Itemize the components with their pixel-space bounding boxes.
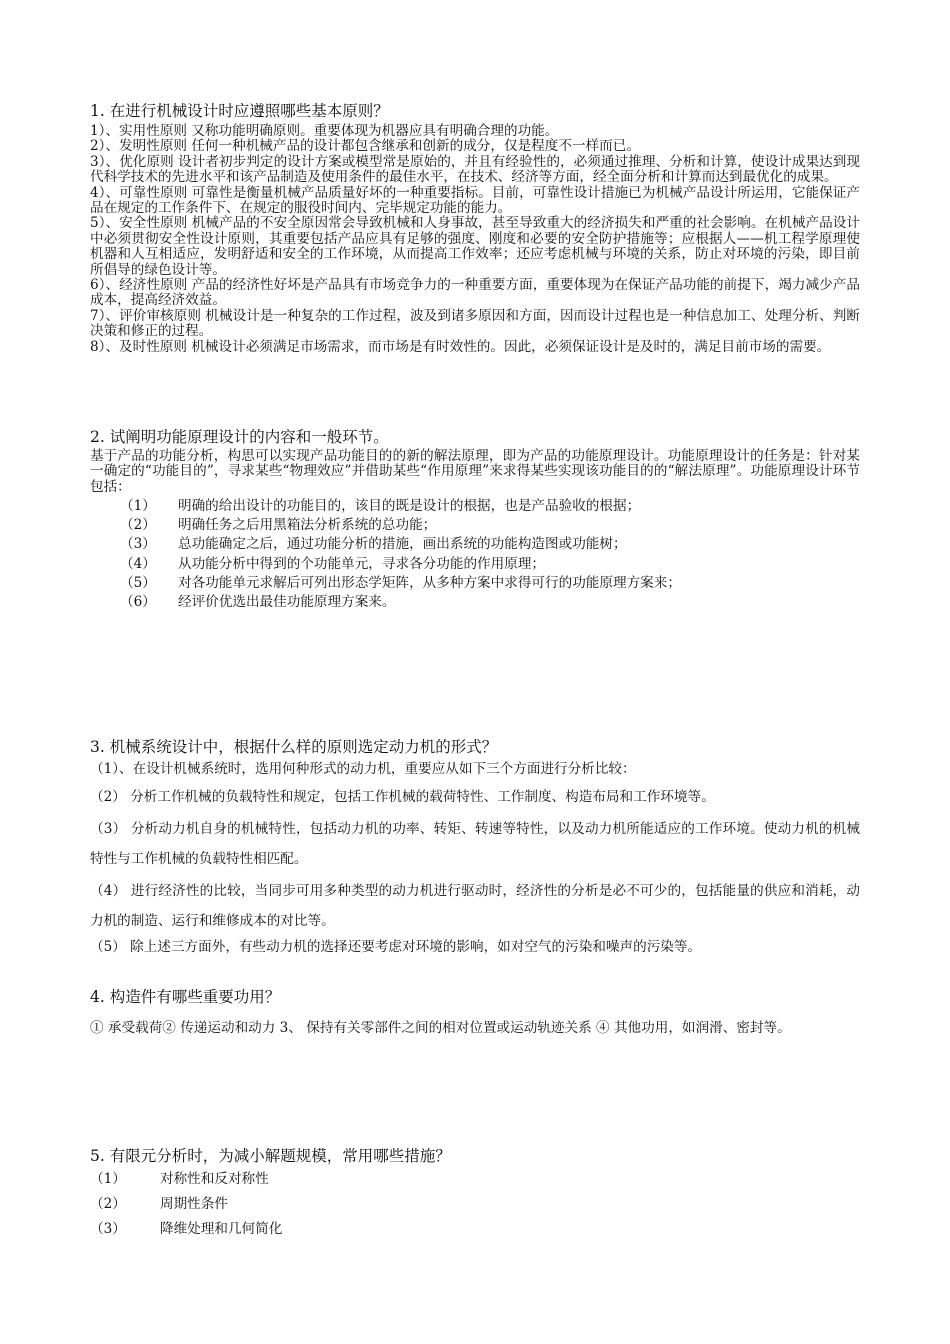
- q2-heading: 2. 试阐明功能原理设计的内容和一般环节。: [90, 428, 389, 446]
- q2-step: （2） 明确任务之后用黑箱法分析系统的总功能；: [120, 517, 437, 534]
- q3-heading: 3. 机械系统设计中，根据什么样的原则选定动力机的形式？: [90, 738, 498, 756]
- q5-steps: [90, 1167, 860, 1242]
- q4-body: ① 承受载荷② 传递运动和动力 3、 保持有关零部件之间的相对位置或运动轨迹关系 ④ 其他功用，如润滑、密封等。: [90, 1020, 791, 1036]
- q2-step: （5） 对各功能单元求解后可列出形态学矩阵，从多种方案中求得可行的功能原理方案来；: [120, 574, 681, 591]
- q2-step: （6） 经评价优选出最佳功能原理方案来。: [120, 594, 396, 611]
- q1-item-8: 8）、及时性原则 机械设计必须满足市场需求，而市场是有时效性的。因此，必须保证设计是及时的，满足目前市场的需要。: [90, 338, 831, 355]
- q3-item-5: （5） 除上述三方面外，有些动力机的选择还要考虑对环境的影响，如对空气的污染和噪声的污染等。: [90, 939, 702, 955]
- q3-item-4: （4） 进行经济性的比较，当同步可用多种类型的动力机进行驱动时，经济性的分析是必不可少的，包括能量的供应和消耗，动力机的制造、运行和维修成本的对比等。: [90, 883, 860, 929]
- q5-step: （3） 降维处理和几何简化: [90, 1221, 283, 1237]
- q2-step: （3） 总功能确定之后，通过功能分析的措施，画出系统的功能构造图或功能树；: [120, 536, 627, 553]
- q2-steps: [120, 497, 840, 612]
- q1-item-6: 6）、经济性原则 产品的经济性好坏是产品具有市场竞争力的一种重要方面，重要体现为在保证产品功能的前提下，竭力减少产品成本，提高经济效益。: [90, 277, 860, 309]
- q5-step: （1） 对称性和反对称性: [90, 1171, 269, 1187]
- q2-intro: 基于产品的功能分析，构思可以实现产品功能目的的新的解法原理，即为产品的功能原理设计。功能原理设计的任务是：针对某一确定的“功能目的”，寻求某些“物理效应”并借助某些“作用原理”来求得某些实现该功能目的的“解法原理”。功能原理设计环节包括：: [90, 448, 860, 495]
- q4-heading: 4. 构造件有哪些重要功用？: [90, 988, 281, 1006]
- q1-item-1: 1）、实用性原则 又称功能明确原则。重要体现为机器应具有明确合理的功能。: [90, 123, 559, 139]
- q2-step: （1） 明确的给出设计的功能目的，该目的既是设计的根据，也是产品验收的根据；: [120, 498, 641, 514]
- q1-item-4: 4）、可靠性原则 可靠性是衡量机械产品质量好坏的一种重要指标。目前，可靠性设计措施已为机械产品设计所运用，它能保证产品在规定的工作条件下、在规定的服役时间内、完毕规定功能的能力。: [90, 184, 860, 217]
- q5-step: （2） 周期性条件: [90, 1196, 228, 1212]
- q1-principles: [90, 124, 860, 355]
- q1-item-3: 3）、优化原则 设计者初步判定的设计方案或模型常是原始的，并且有经验性的，必须通过推理、分析和计算，使设计成果达到现代科学技术的先进水平和该产品制造及使用条件的最佳水平，在技术、经济等方面，经全面分析和计算而达到最优化的成果。: [90, 153, 860, 186]
- q2-step: （4） 从功能分析中得到的个功能单元，寻求各分功能的作用原理；: [120, 555, 546, 572]
- q1-item-5: 5）、安全性原则 机械产品的不安全原因常会导致机械和人身事故，甚至导致重大的经济损失和严重的社会影响。在机械产品设计中必须贯彻安全性设计原则，其重要包括产品应具有足够的强度、刚度和必要的安全防护措施等；应根据人——机工程学原理使机器和人互相适应，发明舒适和安全的工作环境，从而提高工作效率；还应考虑机械与环境的关系，防止对环境的污染，即目前所倡导的绿色设计等。: [90, 215, 860, 278]
- q3-body: [90, 758, 860, 958]
- q5-heading: 5. 有限元分析时，为减小解题规模，常用哪些措施？: [90, 1147, 451, 1165]
- q3-item-1: （1）、在设计机械系统时，选用何种形式的动力机，重要应从如下三个方面进行分析比较：: [90, 761, 636, 777]
- q1-heading: 1. 在进行机械设计时应遵照哪些基本原则？: [90, 102, 389, 120]
- q3-item-3: （3） 分析动力机自身的机械特性，包括动力机的功率、转矩、转速等特性，以及动力机所能适应的工作环境。使动力机的机械特性与工作机械的负载特性相匹配。: [90, 821, 860, 867]
- q1-item-2: 2）、发明性原则 任何一种机械产品的设计都包含继承和创新的成分，仅是程度不一样而已。: [90, 138, 640, 155]
- q1-item-7: 7）、评价审核原则 机械设计是一种复杂的工作过程，波及到诸多原因和方面，因而设计过程也是一种信息加工、处理分析、判断决策和修正的过程。: [90, 307, 860, 340]
- q3-item-2: （2） 分析工作机械的负载特性和规定，包括工作机械的载荷特性、工作制度、构造布局和工作环境等。: [90, 789, 715, 805]
